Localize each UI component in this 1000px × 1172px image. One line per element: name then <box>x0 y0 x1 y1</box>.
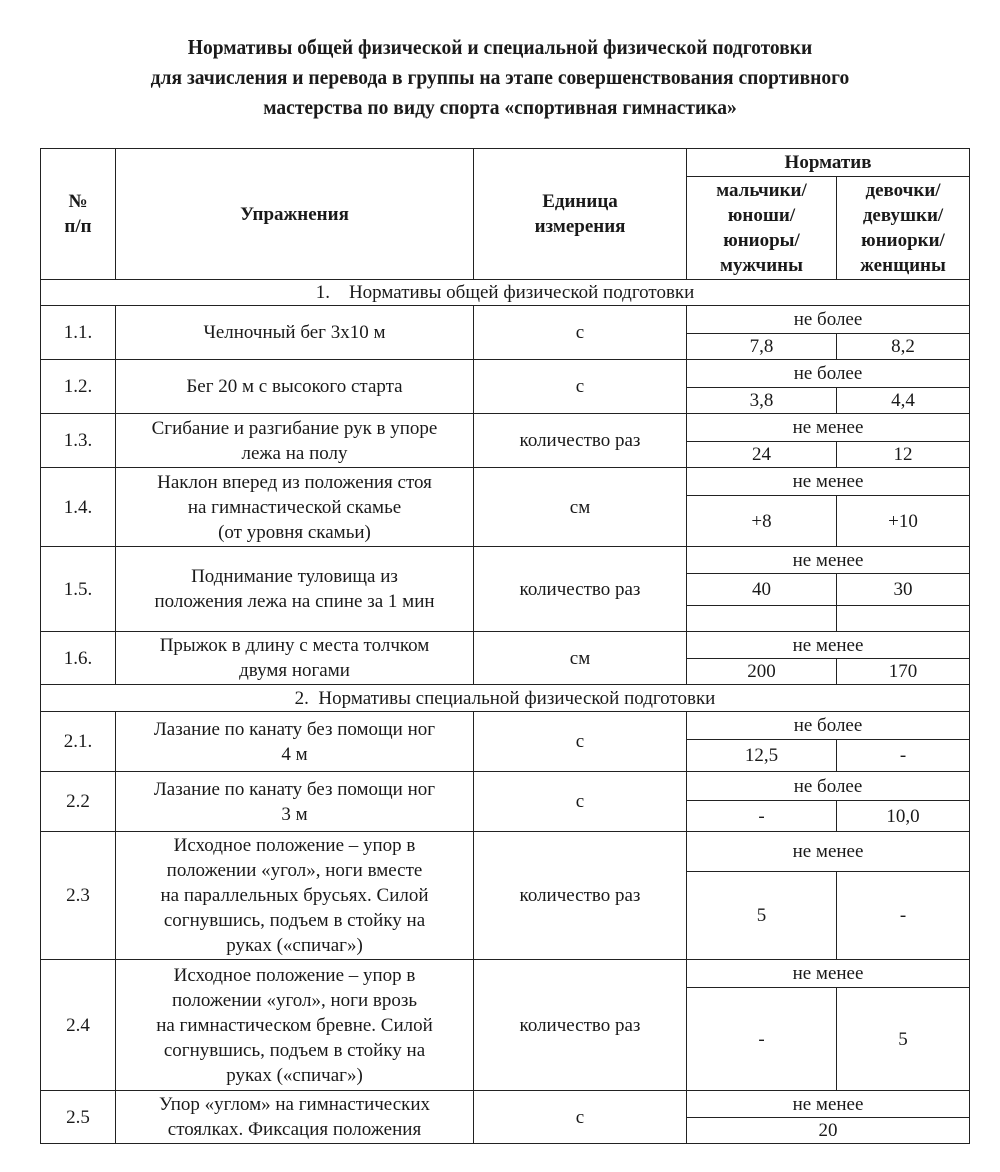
value-male: 40 <box>687 574 837 606</box>
row-unit: см <box>474 468 687 547</box>
header-norm: Норматив <box>687 149 970 177</box>
row-exercise <box>116 414 474 468</box>
exercise-line: согнувшись, подъем в стойку на <box>163 910 426 931</box>
row-exercise <box>116 547 474 632</box>
header-unit <box>474 149 687 280</box>
row-num: 1.4. <box>41 468 116 547</box>
row-unit: количество раз <box>474 547 687 632</box>
header-num-line: п/п <box>64 216 92 237</box>
value-female: 12 <box>837 442 970 468</box>
value-female: - <box>837 872 970 960</box>
row-exercise <box>116 360 474 414</box>
value-female: 8,2 <box>837 334 970 360</box>
title-line: мастерства по виду спорта «спортивная гимнастика» <box>263 95 737 119</box>
row-unit: с <box>474 1091 687 1144</box>
exercise-line: 3 м <box>281 803 308 825</box>
row-condition: не менее <box>687 1091 970 1118</box>
exercise-line: 4 м <box>281 743 308 765</box>
header-male-line: мальчики/ <box>716 180 807 201</box>
header-female-line: девушки/ <box>862 205 944 226</box>
row-num: 2.2 <box>41 772 116 832</box>
empty-cell <box>687 606 837 632</box>
section-title: 1. Нормативы общей физической подготовки <box>41 280 970 306</box>
value-female: 5 <box>837 988 970 1091</box>
header-male-line: мужчины <box>720 255 803 276</box>
exercise-line: Исходное положение – упор в <box>173 964 416 986</box>
exercise-line: Поднимание туловища из <box>191 566 398 587</box>
value-combined: 20 <box>687 1118 970 1144</box>
title-line: Нормативы общей физической и специальной физической подготовки <box>187 35 813 59</box>
row-condition: не более <box>687 360 970 388</box>
value-male: +8 <box>687 496 837 547</box>
exercise-line: двумя ногами <box>239 660 350 681</box>
row-condition: не более <box>687 772 970 801</box>
row-condition: не менее <box>687 468 970 496</box>
row-num: 2.3 <box>41 832 116 960</box>
value-female: 30 <box>837 574 970 606</box>
row-condition: не более <box>687 712 970 740</box>
header-female <box>837 177 970 280</box>
exercise-line: Прыжок в длину с места толчком <box>159 635 430 656</box>
value-female: 10,0 <box>837 801 970 832</box>
value-female: - <box>837 740 970 772</box>
header-female-line: юниорки/ <box>861 230 945 251</box>
exercise-line: лежа на полу <box>241 442 348 464</box>
exercise-line: Сгибание и разгибание рук в упоре <box>151 417 438 439</box>
exercise-line: на параллельных брусьях. Силой <box>160 885 429 906</box>
row-unit: с <box>474 360 687 414</box>
row-exercise <box>116 468 474 547</box>
row-exercise <box>116 712 474 772</box>
exercise-line: руках («спичаг») <box>226 1064 363 1086</box>
exercise-line: (от уровня скамьи) <box>218 521 371 543</box>
row-exercise <box>116 306 474 360</box>
row-num: 2.4 <box>41 960 116 1091</box>
row-condition: не более <box>687 306 970 334</box>
exercise-line: Бег 20 м с высокого старта <box>186 376 403 397</box>
row-unit: с <box>474 306 687 360</box>
exercise-line: Упор «углом» на гимнастических <box>158 1094 431 1115</box>
row-unit: с <box>474 772 687 832</box>
value-male: 12,5 <box>687 740 837 772</box>
title-line: для зачисления и перевода в группы на этапе совершенствования спортивного <box>150 65 850 89</box>
exercise-line: положении «угол», ноги вместе <box>166 860 423 881</box>
row-num: 1.3. <box>41 414 116 468</box>
empty-cell <box>837 606 970 632</box>
value-female: +10 <box>837 496 970 547</box>
row-num: 2.5 <box>41 1091 116 1144</box>
row-condition: не менее <box>687 832 970 872</box>
header-male <box>687 177 837 280</box>
exercise-line: согнувшись, подъем в стойку на <box>163 1039 426 1061</box>
value-male: - <box>687 801 837 832</box>
exercise-line: Наклон вперед из положения стоя <box>157 471 432 493</box>
value-male: 3,8 <box>687 388 837 414</box>
row-condition: не менее <box>687 547 970 574</box>
row-exercise <box>116 832 474 960</box>
row-condition: не менее <box>687 414 970 442</box>
row-num: 2.1. <box>41 712 116 772</box>
exercise-line: Исходное положение – упор в <box>173 835 416 856</box>
row-unit: количество раз <box>474 960 687 1091</box>
header-male-line: юниоры/ <box>723 230 800 251</box>
row-condition: не менее <box>687 960 970 988</box>
header-male-line: юноши/ <box>727 205 796 226</box>
row-exercise <box>116 632 474 685</box>
value-male: 5 <box>687 872 837 960</box>
row-num: 1.5. <box>41 547 116 632</box>
exercise-line: Лазание по канату без помощи ног <box>153 718 436 740</box>
row-exercise <box>116 1091 474 1144</box>
row-num: 1.2. <box>41 360 116 414</box>
value-male: 24 <box>687 442 837 468</box>
value-male: - <box>687 988 837 1091</box>
row-num: 1.6. <box>41 632 116 685</box>
exercise-line: на гимнастическом бревне. Силой <box>156 1014 433 1036</box>
header-unit-line: Единица <box>542 191 618 212</box>
row-unit: количество раз <box>474 832 687 960</box>
header-num-line: № <box>68 191 88 212</box>
section-title: 2. Нормативы специальной физической подготовки <box>41 685 970 712</box>
exercise-line: Лазание по канату без помощи ног <box>153 778 436 800</box>
header-exercise: Упражнения <box>116 149 474 280</box>
value-female: 4,4 <box>837 388 970 414</box>
exercise-line: руках («спичаг») <box>226 935 363 956</box>
row-exercise <box>116 960 474 1091</box>
exercise-line: на гимнастической скамье <box>187 496 402 518</box>
row-exercise <box>116 772 474 832</box>
exercise-line: положения лежа на спине за 1 мин <box>154 591 435 612</box>
header-female-line: женщины <box>860 255 946 276</box>
exercise-line: положении «угол», ноги врозь <box>171 989 418 1011</box>
row-condition: не менее <box>687 632 970 659</box>
value-male: 200 <box>687 659 837 685</box>
row-unit: см <box>474 632 687 685</box>
value-male: 7,8 <box>687 334 837 360</box>
row-unit: количество раз <box>474 414 687 468</box>
exercise-line: Челночный бег 3х10 м <box>203 322 386 343</box>
header-num <box>41 149 116 280</box>
document-title <box>35 32 965 122</box>
exercise-line: стоялках. Фиксация положения <box>167 1119 422 1140</box>
header-unit-line: измерения <box>534 216 626 237</box>
standards-table <box>40 148 970 1144</box>
header-female-line: девочки/ <box>865 180 941 201</box>
row-unit: с <box>474 712 687 772</box>
row-num: 1.1. <box>41 306 116 360</box>
value-female: 170 <box>837 659 970 685</box>
